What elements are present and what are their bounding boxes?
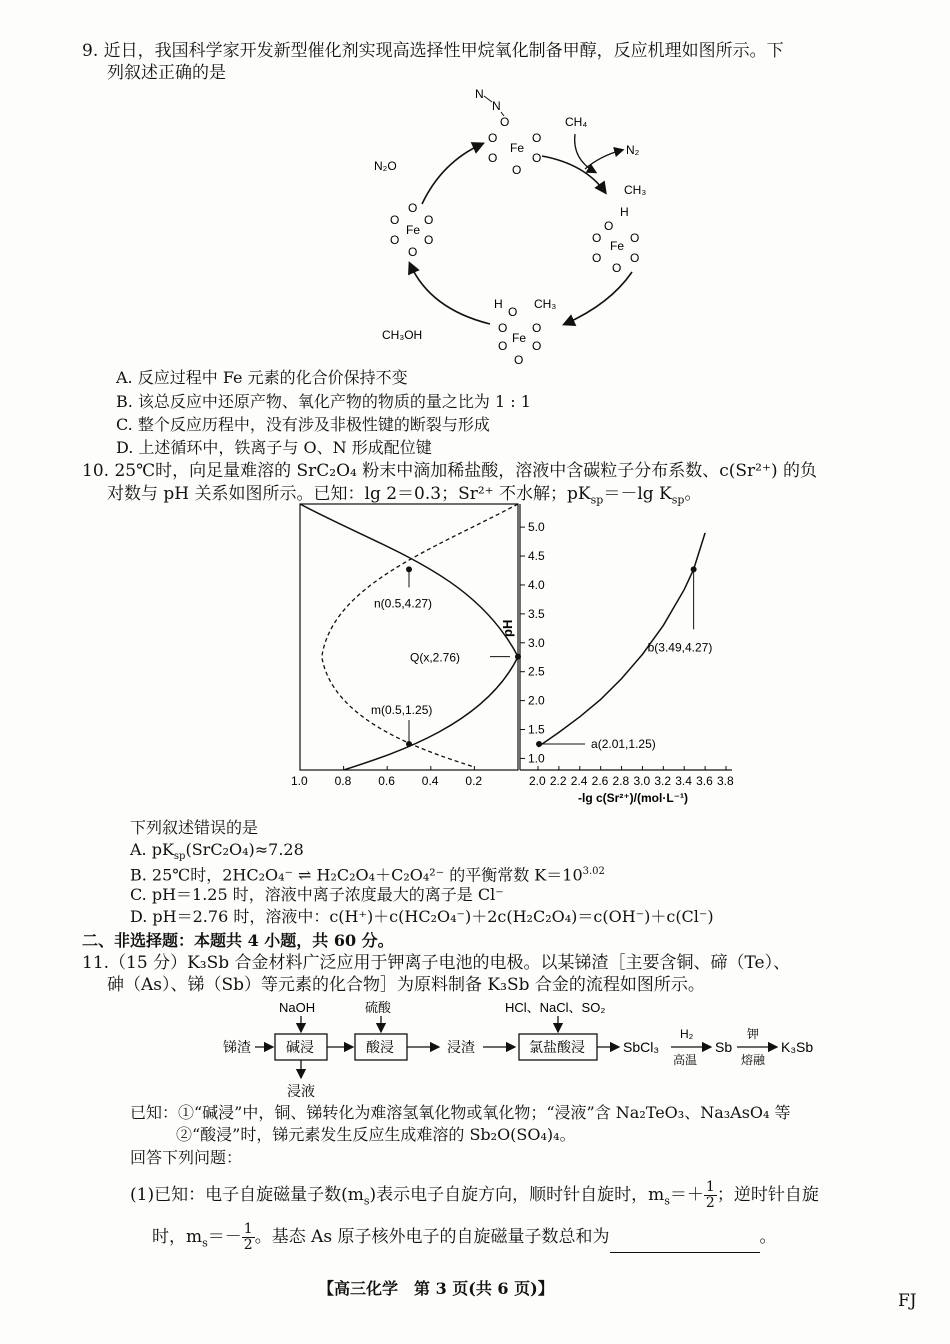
flow-naoh: NaOH [279, 1000, 316, 1015]
right-x-tick-label: 3.6 [696, 774, 713, 788]
q10-stem-line2: 对数与 pH 关系如图所示。已知：lg 2＝0.3；Sr²⁺ 不水解；$pK_{sp}=-\lg$ $K_{sp}$。 [107, 484, 702, 507]
right-x-tick-label: 2.0 [529, 774, 546, 788]
svg-text:Fe: Fe [406, 223, 421, 237]
ch3oh-label: CH₃OH [382, 328, 423, 342]
svg-text:O: O [532, 131, 542, 145]
flow-high-temp: 高温 [673, 1053, 698, 1067]
svg-text:O: O [592, 251, 602, 265]
flow-residue: 浸渣 [447, 1039, 475, 1055]
n2-label: N₂ [626, 143, 640, 157]
svg-text:O: O [390, 233, 400, 247]
flow-molten: 熔融 [741, 1053, 766, 1067]
right-x-tick-label: 3.4 [675, 774, 692, 788]
svg-text:O: O [630, 251, 640, 265]
svg-text:O: O [498, 339, 508, 353]
svg-text:O: O [488, 151, 498, 165]
n2o-label: N₂O [374, 159, 397, 173]
q9-option-a: A. 反应过程中 Fe 元素的化合价保持不变 [116, 368, 408, 387]
top-n1: N [475, 87, 484, 101]
chart-point [536, 741, 542, 747]
q9-option-b: B. 该总反应中还原产物、氧化产物的物质的量之比为 1 : 1 [116, 392, 531, 411]
y-tick-label: 3.0 [528, 635, 545, 650]
y-tick-label: 1.0 [528, 751, 545, 766]
arc-left-bottom [410, 264, 490, 324]
flow-box-alkali-label: 碱浸 [286, 1039, 314, 1055]
ho-ch3: CH₃ [534, 297, 557, 311]
y-tick-label: 1.5 [528, 722, 545, 737]
y-tick-label: 5.0 [528, 520, 545, 535]
left-x-tick-label: 0.4 [421, 774, 439, 788]
q10-option-c: C. pH＝1.25 时，溶液中离子浓度最大的离子是 Cl⁻ [130, 885, 504, 904]
svg-text:Fe: Fe [610, 239, 625, 253]
o-label: O [604, 219, 614, 233]
flow-k3sb: K₃Sb [781, 1039, 814, 1055]
point-label-n: n(0.5,4.27) [374, 596, 433, 611]
svg-text:O: O [512, 163, 522, 177]
q9-option-d: D. 上述循环中，铁离子与 O、N 形成配位键 [116, 438, 432, 457]
svg-text:O: O [532, 339, 542, 353]
point-label-q: Q(x,2.76) [410, 650, 461, 665]
flow-sb: Sb [715, 1039, 733, 1055]
flow-reagents: HCl、NaCl、SO₂ [505, 1000, 606, 1015]
distribution-curve-dashed [322, 504, 518, 767]
q10-option-d: D. pH＝2.76 时，溶液中：c(H⁺)＋c(HC₂O₄⁻)＋2c(H₂C₂O₄)＝c(OH⁻)＋c(Cl⁻) [130, 907, 714, 926]
point-label-a: a(2.01,1.25) [591, 736, 656, 751]
left-x-tick-label: 0.8 [334, 774, 352, 788]
q10-option-b: B. 25℃时，2HC₂O₄⁻ ⇌ H₂C₂O₄＋C₂O₄²⁻ 的平衡常数 $K=10^{3.02}$ [130, 865, 605, 885]
page-footer: 【高三化学 第 3 页(共 6 页)】 [318, 1279, 554, 1298]
top-fe: Fe [510, 141, 525, 155]
flow-potassium: 钾 [747, 1027, 760, 1041]
svg-text:O: O [498, 321, 508, 335]
y-axis-label: pH [500, 619, 515, 637]
q10-prompt: 下列叙述错误的是 [130, 818, 259, 837]
left-x-tick-label: 1.0 [291, 774, 308, 788]
flow-h2: H₂ [680, 1027, 694, 1041]
y-tick-label: 4.0 [528, 577, 545, 592]
y-tick-label: 2.0 [528, 693, 545, 708]
h-label: H [620, 205, 629, 219]
q11-flowchart [215, 996, 835, 1106]
point-label-b: b(3.49,4.27) [647, 640, 713, 655]
svg-text:O: O [532, 151, 542, 165]
q9-stem-line2: 列叙述正确的是 [107, 63, 226, 83]
svg-text:O: O [408, 245, 418, 259]
q11-known-1: 已知：①“碱浸”中，铜、锑转化为难溶氢氧化物或氧化物；“浸液”含 Na₂TeO₃、Na₃AsO₄ 等 [130, 1103, 791, 1122]
svg-text:O: O [532, 321, 542, 335]
y-tick-label: 4.5 [528, 549, 545, 564]
flow-leachate: 浸液 [287, 1083, 315, 1099]
q10-chart [286, 500, 756, 820]
ho-o: O [508, 305, 518, 319]
y-tick-label: 2.5 [528, 664, 545, 679]
svg-text:O: O [424, 233, 434, 247]
q9-stem-line1: 9. 近日，我国科学家开发新型催化剂实现高选择性甲烷氧化制备甲醇，反应机理如图所示。下 [82, 41, 784, 61]
svg-text:O: O [488, 131, 498, 145]
right-x-tick-label: 2.4 [570, 774, 588, 788]
q9-option-c: C. 整个反应历程中，没有涉及非极性键的断裂与形成 [116, 415, 490, 434]
ho-h: H [494, 297, 503, 311]
svg-text:O: O [408, 201, 418, 215]
svg-text:O: O [514, 353, 524, 367]
corner-code: FJ [898, 1291, 917, 1311]
right-x-tick-label: 3.2 [654, 774, 672, 788]
flow-start: 锑渣 [223, 1039, 251, 1055]
y-tick-label: 3.5 [528, 606, 545, 621]
svg-text:Fe: Fe [512, 331, 527, 345]
arc-right-bottom [565, 272, 632, 324]
q10-option-a: A. $pK_{sp}(SrC_2O_4)\approx 7.28$ [130, 840, 304, 863]
flow-box-chloride-label: 氯盐酸浸 [529, 1039, 585, 1055]
right-x-tick-label: 3.8 [717, 774, 734, 788]
svg-text:O: O [630, 231, 640, 245]
flow-sbcl3: SbCl₃ [623, 1039, 660, 1055]
right-x-tick-label: 2.2 [549, 774, 567, 788]
catalytic-cycle-diagram [360, 84, 680, 374]
right-x-axis-label: -lg c(Sr²⁺)/(mol·L⁻¹) [578, 791, 688, 805]
right-x-tick-label: 3.0 [633, 774, 651, 788]
svg-text:O: O [390, 213, 400, 227]
q11-stem-line1: 11.（15 分）K₃Sb 合金材料广泛应用于钾离子电池的电极。以某锑渣［主要含铜、碲（Te）、 [82, 953, 791, 973]
left-x-tick-label: 0.6 [378, 774, 395, 788]
q11-sub1-line2: 时，$m_s=-$ $\frac{1}{2}$ 。基态 As 原子核外电子的自旋磁量子数总和为 。 [152, 1221, 777, 1253]
q11-stem-line2: 砷（As）、锑（Sb）等元素的化合物］为原料制备 K₃Sb 合金的流程如图所示。 [107, 975, 705, 995]
q11-sub1-line1: (1)已知：电子自旋磁量子数$(m_s)$表示电子自旋方向，顺时针自旋时，$m_s=+$ $\frac{1}{2}$ ；逆时针自旋 [130, 1179, 819, 1211]
q10-stem-line1: 10. 25℃时，向足量难溶的 SrC₂O₄ 粉末中滴加稀盐酸，溶液中含碳粒子分布系数、c(Sr²⁺) 的负 [82, 461, 817, 481]
svg-text:O: O [612, 261, 622, 275]
flow-box-acid-label: 酸浸 [366, 1039, 394, 1055]
q11-answer-prompt: 回答下列问题： [130, 1148, 243, 1167]
section-2-heading: 二、非选择题：本题共 4 小题，共 60 分。 [82, 931, 394, 950]
right-x-tick-label: 2.6 [591, 774, 609, 788]
top-o1: O [500, 115, 510, 129]
ch3-label: CH₃ [624, 183, 647, 197]
right-x-tick-label: 2.8 [612, 774, 630, 788]
chart-point [515, 654, 521, 660]
left-x-tick-label: 0.2 [465, 774, 483, 788]
svg-text:O: O [424, 213, 434, 227]
q11-known-2: ②“酸浸”时，锑元素发生反应生成难溶的 Sb₂O(SO₄)₄。 [176, 1125, 576, 1144]
flow-sulfuric: 硫酸 [365, 1000, 392, 1015]
svg-text:O: O [592, 231, 602, 245]
top-n2: N [492, 99, 501, 113]
point-label-m: m(0.5,1.25) [371, 702, 433, 717]
q11-answer-blank[interactable] [610, 1236, 760, 1253]
ch4-label: CH₄ [565, 115, 588, 129]
